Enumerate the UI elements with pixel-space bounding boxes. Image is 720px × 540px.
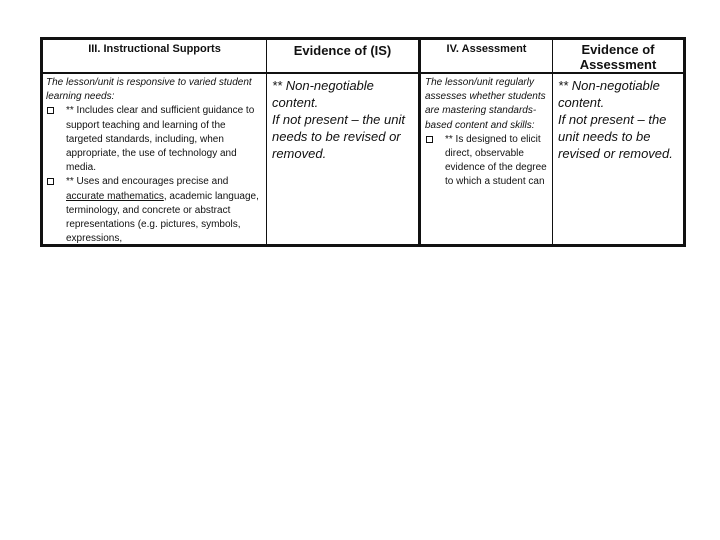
header-evidence-is: Evidence of (IS) <box>293 43 392 58</box>
checklist-item-text <box>66 175 264 244</box>
revision-note: If not present – the unit needs to be revised or removed. <box>558 112 673 161</box>
evidence-assessment-content <box>558 77 684 245</box>
header-assessment: IV. Assessment <box>446 43 527 55</box>
non-negotiable-note: ** Non-negotiable content. <box>558 78 660 110</box>
underlined-term: accurate mathematics <box>66 190 164 202</box>
instructional-supports-intro: The lesson/unit is responsive to varied student learning needs: <box>46 77 252 103</box>
checkbox-icon <box>47 178 54 185</box>
assessment-content <box>425 76 551 244</box>
assessment-intro: The lesson/unit regularly assesses whether students are mastering standards-based content and skills: <box>425 77 546 131</box>
header-evidence-assessment: Evidence of Assessment <box>579 42 657 72</box>
non-negotiable-note: ** Non-negotiable content. <box>272 78 374 110</box>
checkbox-icon <box>47 107 54 114</box>
checklist-item <box>46 175 264 244</box>
checklist-item-text: ** Includes clear and sufficient guidance to support teaching and learning of the targeted standards, including, when appropriate, the use of technology and media. <box>66 105 255 174</box>
checklist-item <box>425 133 551 190</box>
instructional-supports-content <box>46 76 264 244</box>
checklist-item-text: ** Is designed to elicit direct, observable evidence of the degree to which a student can <box>445 133 547 188</box>
rubric-table <box>40 37 686 247</box>
evidence-is-content <box>272 77 418 245</box>
item-text-part: , academic language, terminology, and concrete or abstract representations (e.g. pictures, symbols, expressions, <box>66 190 259 244</box>
checklist-item <box>46 104 264 175</box>
checkbox-icon <box>426 136 433 143</box>
header-instructional-supports: III. Instructional Supports <box>88 43 221 55</box>
revision-note: If not present – the unit needs to be revised or removed. <box>272 112 405 161</box>
item-text-part: ** Uses and encourages precise and <box>66 176 229 188</box>
